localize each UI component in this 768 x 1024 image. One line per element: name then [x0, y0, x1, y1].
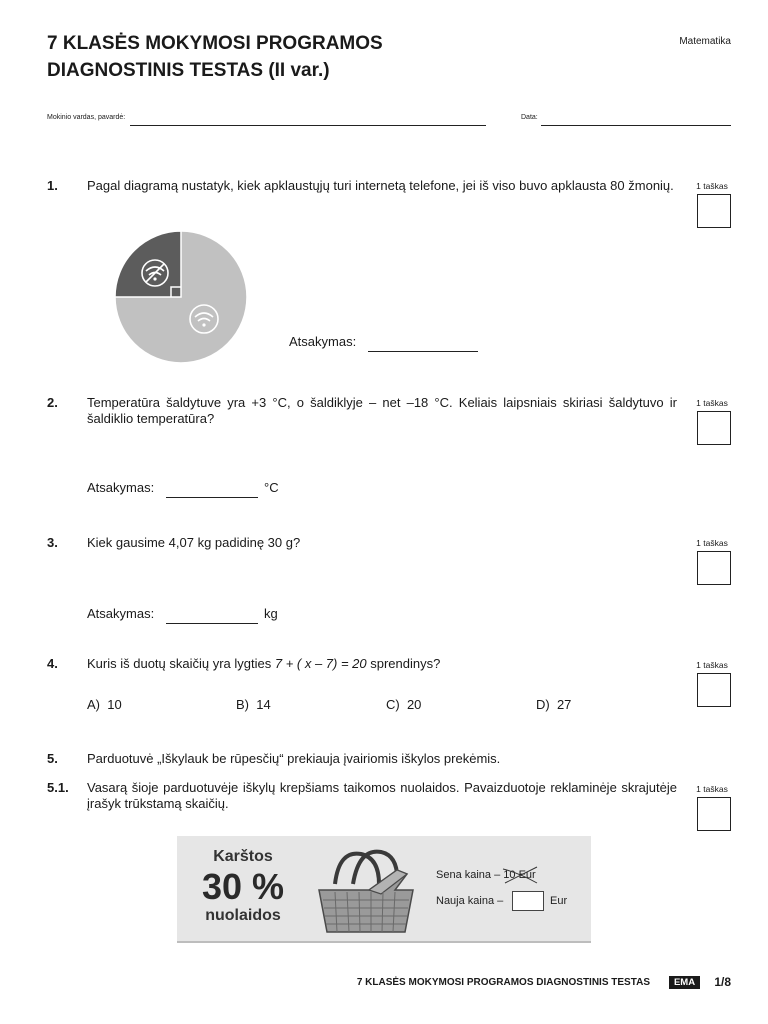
question-1-points: 1 taškas: [696, 181, 728, 191]
question-3-score-box[interactable]: [697, 551, 731, 585]
date-label: Data:: [521, 114, 538, 121]
new-price-label: Nauja kaina –: [436, 895, 504, 907]
question-1-number: 1.: [47, 178, 58, 193]
question-2-answer-field[interactable]: [166, 497, 258, 498]
page-title: [47, 30, 383, 84]
question-5-1-number: 5.1.: [47, 780, 69, 795]
question-1-score-box[interactable]: [697, 194, 731, 228]
question-5-1-score-box[interactable]: [697, 797, 731, 831]
option-d-letter: D): [536, 697, 550, 712]
question-5-number: 5.: [47, 751, 58, 766]
question-3-points: 1 taškas: [696, 538, 728, 548]
option-a-letter: A): [87, 697, 100, 712]
question-2-number: 2.: [47, 395, 58, 410]
question-2-score-box[interactable]: [697, 411, 731, 445]
promo-subline: nuolaidos: [205, 907, 281, 924]
question-4-score-box[interactable]: [697, 673, 731, 707]
new-price-currency: Eur: [550, 895, 568, 907]
question-1-answer-label: Atsakymas:: [289, 334, 357, 349]
option-b[interactable]: [236, 697, 271, 712]
question-4-points: 1 taškas: [696, 660, 728, 670]
option-a-value: 10: [107, 697, 122, 712]
question-5-1-points: 1 taškas: [696, 784, 728, 794]
question-4-equation: 7 + ( x – 7) = 20: [274, 656, 367, 671]
option-a[interactable]: [87, 697, 122, 712]
old-price-struck: [503, 869, 535, 881]
option-c-value: 20: [406, 697, 422, 712]
footer-title: 7 KLASĖS MOKYMOSI PROGRAMOS DIAGNOSTINIS TESTAS: [356, 977, 650, 988]
question-4-text: [87, 656, 677, 672]
promo-flyer: [177, 836, 591, 943]
date-field[interactable]: [541, 125, 731, 126]
old-price-label: Sena kaina –: [436, 869, 501, 881]
question-5-1-text: Vasarą šioje parduotuvėje iškylų krepšiams taikomos nuolaidos. Pavaizduotoje reklaminėje skrajutėje įrašyk trūkstamą skaičių.: [87, 780, 677, 811]
subject-label: Matematika: [679, 36, 731, 47]
strikethrough-mark: [501, 863, 541, 887]
question-3-text: Kiek gausime 4,07 kg padidinę 30 g?: [87, 535, 301, 550]
question-2-points: 1 taškas: [696, 398, 728, 408]
pie-chart: [112, 231, 252, 363]
question-1-answer-field[interactable]: [368, 351, 478, 352]
option-c[interactable]: [386, 697, 421, 712]
title-line-2: DIAGNOSTINIS TESTAS (II var.): [47, 60, 330, 81]
page-number: 1/8: [714, 975, 731, 989]
name-field[interactable]: [130, 125, 486, 126]
question-2-answer-label: Atsakymas:: [87, 480, 155, 495]
promo-percent: 30 %: [201, 866, 285, 907]
promo-headline: Karštos: [213, 848, 273, 865]
name-label: Mokinio vardas, pavardė:: [47, 114, 126, 121]
picnic-basket-icon: [309, 844, 419, 938]
question-3-answer-field[interactable]: [166, 623, 258, 624]
option-d[interactable]: [536, 697, 571, 712]
option-b-letter: B): [236, 697, 249, 712]
question-4-text-after: sprendinys?: [366, 656, 441, 671]
option-b-value: 14: [256, 697, 271, 712]
option-d-value: 27: [556, 697, 572, 712]
question-2-unit: °C: [264, 480, 279, 495]
ema-badge: EMA: [669, 976, 700, 989]
question-4-text-before: Kuris iš duotų skaičių yra lygties: [87, 656, 275, 671]
question-4-number: 4.: [47, 656, 58, 671]
old-price-value: 10 Eur: [503, 869, 536, 881]
option-c-letter: C): [386, 697, 400, 712]
question-1-text: Pagal diagramą nustatyk, kiek apklaustųjų turi internetą telefone, jei iš viso buvo apklausta 80 žmonių.: [87, 178, 674, 193]
question-3-number: 3.: [47, 535, 58, 550]
question-5-text: Parduotuvė „Iškylauk be rūpesčių“ prekiauja įvairiomis iškylos prekėmis.: [87, 751, 501, 766]
old-price: [436, 869, 536, 881]
question-2-text: Temperatūra šaldytuve yra +3 °C, o šaldiklyje – net –18 °C. Keliais laipsniais skiriasi šaldytuvo ir šaldiklio temperatūra?: [87, 395, 677, 426]
new-price-input[interactable]: [512, 891, 544, 911]
question-3-answer-label: Atsakymas:: [87, 606, 155, 621]
title-line-1: 7 KLASĖS MOKYMOSI PROGRAMOS: [47, 33, 383, 54]
question-3-unit: kg: [264, 606, 278, 621]
